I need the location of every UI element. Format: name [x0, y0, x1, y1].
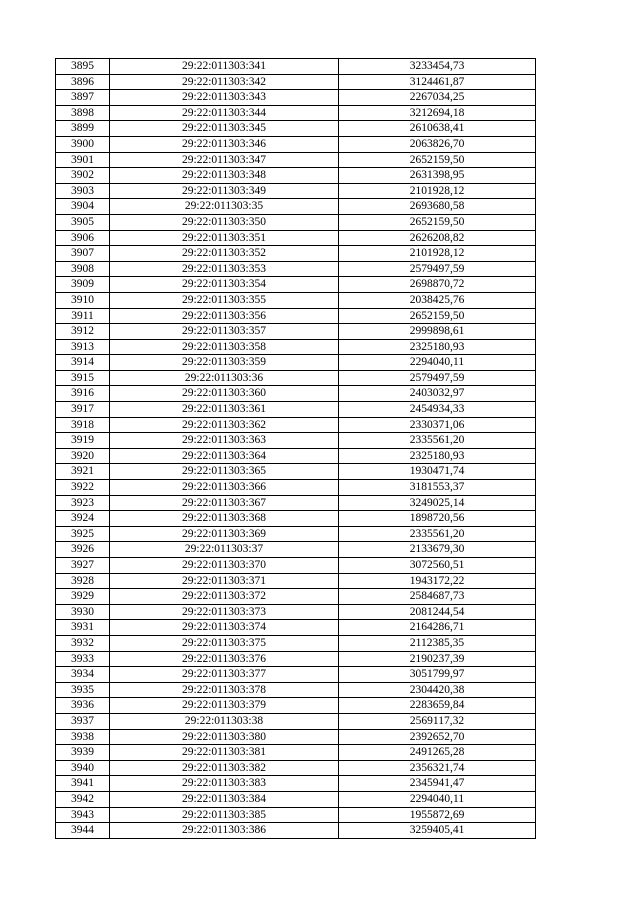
value-cell: 3124461,87 — [339, 74, 536, 90]
table-row — [56, 136, 536, 152]
table-row — [56, 651, 536, 667]
value-cell: 2610638,41 — [339, 121, 536, 137]
value-cell: 3181553,37 — [339, 480, 536, 496]
row-number-cell: 3916 — [56, 386, 110, 402]
value-cell: 2652159,50 — [339, 214, 536, 230]
value-cell: 2325180,93 — [339, 339, 536, 355]
row-number-cell: 3896 — [56, 74, 110, 90]
cadastral-number-cell: 29:22:011303:367 — [110, 495, 339, 511]
cadastral-number-cell: 29:22:011303:375 — [110, 635, 339, 651]
table-row — [56, 199, 536, 215]
table-row — [56, 526, 536, 542]
value-cell: 2345941,47 — [339, 776, 536, 792]
row-number-cell: 3904 — [56, 199, 110, 215]
table-row — [56, 214, 536, 230]
value-cell: 1955872,69 — [339, 807, 536, 823]
row-number-cell: 3923 — [56, 495, 110, 511]
value-cell: 2330371,06 — [339, 417, 536, 433]
table-row — [56, 292, 536, 308]
value-cell: 2190237,39 — [339, 651, 536, 667]
cadastral-number-cell: 29:22:011303:372 — [110, 589, 339, 605]
row-number-cell: 3926 — [56, 542, 110, 558]
value-cell: 2133679,30 — [339, 542, 536, 558]
cadastral-number-cell: 29:22:011303:362 — [110, 417, 339, 433]
cadastral-number-cell: 29:22:011303:369 — [110, 526, 339, 542]
value-cell: 2698870,72 — [339, 277, 536, 293]
table-row — [56, 682, 536, 698]
table-row — [56, 152, 536, 168]
cadastral-number-cell: 29:22:011303:344 — [110, 105, 339, 121]
table-row — [56, 183, 536, 199]
table-row — [56, 604, 536, 620]
row-number-cell: 3940 — [56, 760, 110, 776]
cadastral-number-cell: 29:22:011303:347 — [110, 152, 339, 168]
row-number-cell: 3901 — [56, 152, 110, 168]
cadastral-number-cell: 29:22:011303:355 — [110, 292, 339, 308]
row-number-cell: 3903 — [56, 183, 110, 199]
value-cell: 2652159,50 — [339, 308, 536, 324]
table-row — [56, 776, 536, 792]
cadastral-number-cell: 29:22:011303:381 — [110, 745, 339, 761]
table-row — [56, 698, 536, 714]
row-number-cell: 3917 — [56, 402, 110, 418]
table-row — [56, 386, 536, 402]
cadastral-number-cell: 29:22:011303:358 — [110, 339, 339, 355]
row-number-cell: 3920 — [56, 448, 110, 464]
table-row — [56, 745, 536, 761]
cadastral-number-cell: 29:22:011303:374 — [110, 620, 339, 636]
cadastral-number-cell: 29:22:011303:366 — [110, 480, 339, 496]
cadastral-number-cell: 29:22:011303:356 — [110, 308, 339, 324]
table-row — [56, 667, 536, 683]
table-row — [56, 511, 536, 527]
table-row — [56, 417, 536, 433]
cadastral-number-cell: 29:22:011303:345 — [110, 121, 339, 137]
table-row — [56, 121, 536, 137]
value-cell: 2304420,38 — [339, 682, 536, 698]
row-number-cell: 3930 — [56, 604, 110, 620]
table-row — [56, 370, 536, 386]
cadastral-number-cell: 29:22:011303:353 — [110, 261, 339, 277]
table-row — [56, 105, 536, 121]
row-number-cell: 3929 — [56, 589, 110, 605]
cadastral-number-cell: 29:22:011303:380 — [110, 729, 339, 745]
row-number-cell: 3912 — [56, 324, 110, 340]
row-number-cell: 3943 — [56, 807, 110, 823]
table-row — [56, 246, 536, 262]
row-number-cell: 3899 — [56, 121, 110, 137]
row-number-cell: 3935 — [56, 682, 110, 698]
value-cell: 2579497,59 — [339, 261, 536, 277]
row-number-cell: 3915 — [56, 370, 110, 386]
value-cell: 1943172,22 — [339, 573, 536, 589]
table-row — [56, 448, 536, 464]
cadastral-number-cell: 29:22:011303:363 — [110, 433, 339, 449]
table-row — [56, 480, 536, 496]
table-row — [56, 324, 536, 340]
value-cell: 1898720,56 — [339, 511, 536, 527]
value-cell: 2267034,25 — [339, 90, 536, 106]
cadastral-number-cell: 29:22:011303:385 — [110, 807, 339, 823]
value-cell: 2335561,20 — [339, 433, 536, 449]
table-row — [56, 760, 536, 776]
table-row — [56, 573, 536, 589]
table-row — [56, 277, 536, 293]
cadastral-number-cell: 29:22:011303:379 — [110, 698, 339, 714]
value-cell: 2491265,28 — [339, 745, 536, 761]
table-row — [56, 495, 536, 511]
row-number-cell: 3924 — [56, 511, 110, 527]
row-number-cell: 3906 — [56, 230, 110, 246]
row-number-cell: 3911 — [56, 308, 110, 324]
value-cell: 3212694,18 — [339, 105, 536, 121]
table-row — [56, 542, 536, 558]
table-row — [56, 729, 536, 745]
table-row — [56, 90, 536, 106]
row-number-cell: 3907 — [56, 246, 110, 262]
row-number-cell: 3913 — [56, 339, 110, 355]
cadastral-number-cell: 29:22:011303:368 — [110, 511, 339, 527]
cadastral-number-cell: 29:22:011303:37 — [110, 542, 339, 558]
row-number-cell: 3944 — [56, 823, 110, 839]
cadastral-number-cell: 29:22:011303:341 — [110, 59, 339, 75]
row-number-cell: 3927 — [56, 558, 110, 574]
row-number-cell: 3922 — [56, 480, 110, 496]
table-row — [56, 807, 536, 823]
row-number-cell: 3932 — [56, 635, 110, 651]
table-row — [56, 59, 536, 75]
value-cell: 2631398,95 — [339, 168, 536, 184]
value-cell: 2652159,50 — [339, 152, 536, 168]
value-cell: 3072560,51 — [339, 558, 536, 574]
value-cell: 2403032,97 — [339, 386, 536, 402]
value-cell: 3051799,97 — [339, 667, 536, 683]
row-number-cell: 3941 — [56, 776, 110, 792]
value-cell: 2101928,12 — [339, 183, 536, 199]
cadastral-number-cell: 29:22:011303:382 — [110, 760, 339, 776]
table-row — [56, 74, 536, 90]
table-row — [56, 433, 536, 449]
row-number-cell: 3934 — [56, 667, 110, 683]
row-number-cell: 3905 — [56, 214, 110, 230]
cadastral-number-cell: 29:22:011303:350 — [110, 214, 339, 230]
cadastral-number-cell: 29:22:011303:376 — [110, 651, 339, 667]
table-row — [56, 823, 536, 839]
row-number-cell: 3933 — [56, 651, 110, 667]
cadastral-number-cell: 29:22:011303:349 — [110, 183, 339, 199]
cadastral-number-cell: 29:22:011303:384 — [110, 791, 339, 807]
row-number-cell: 3919 — [56, 433, 110, 449]
cadastral-number-cell: 29:22:011303:36 — [110, 370, 339, 386]
table-row — [56, 620, 536, 636]
cadastral-number-cell: 29:22:011303:361 — [110, 402, 339, 418]
cadastral-number-cell: 29:22:011303:373 — [110, 604, 339, 620]
row-number-cell: 3942 — [56, 791, 110, 807]
cadastral-number-cell: 29:22:011303:348 — [110, 168, 339, 184]
table-row — [56, 713, 536, 729]
value-cell: 2164286,71 — [339, 620, 536, 636]
row-number-cell: 3914 — [56, 355, 110, 371]
row-number-cell: 3937 — [56, 713, 110, 729]
table-row — [56, 464, 536, 480]
value-cell: 2335561,20 — [339, 526, 536, 542]
value-cell: 2693680,58 — [339, 199, 536, 215]
cadastral-number-cell: 29:22:011303:364 — [110, 448, 339, 464]
cadastral-number-cell: 29:22:011303:357 — [110, 324, 339, 340]
value-cell: 2101928,12 — [339, 246, 536, 262]
table-row — [56, 589, 536, 605]
value-cell: 2392652,70 — [339, 729, 536, 745]
value-cell: 2579497,59 — [339, 370, 536, 386]
value-cell: 2999898,61 — [339, 324, 536, 340]
value-cell: 2063826,70 — [339, 136, 536, 152]
cadastral-number-cell: 29:22:011303:354 — [110, 277, 339, 293]
table-row — [56, 230, 536, 246]
table-row — [56, 339, 536, 355]
value-cell: 2294040,11 — [339, 355, 536, 371]
cadastral-number-cell: 29:22:011303:351 — [110, 230, 339, 246]
row-number-cell: 3918 — [56, 417, 110, 433]
cadastral-number-cell: 29:22:011303:343 — [110, 90, 339, 106]
cadastral-number-cell: 29:22:011303:371 — [110, 573, 339, 589]
row-number-cell: 3936 — [56, 698, 110, 714]
cadastral-number-cell: 29:22:011303:370 — [110, 558, 339, 574]
value-cell: 3249025,14 — [339, 495, 536, 511]
table-row — [56, 168, 536, 184]
value-cell: 2325180,93 — [339, 448, 536, 464]
table-row — [56, 635, 536, 651]
cadastral-number-cell: 29:22:011303:38 — [110, 713, 339, 729]
value-cell: 2081244,54 — [339, 604, 536, 620]
row-number-cell: 3897 — [56, 90, 110, 106]
table-row — [56, 355, 536, 371]
table-row — [56, 261, 536, 277]
value-cell: 2112385,35 — [339, 635, 536, 651]
table-body — [56, 59, 536, 839]
cadastral-number-cell: 29:22:011303:360 — [110, 386, 339, 402]
value-cell: 2294040,11 — [339, 791, 536, 807]
table-row — [56, 308, 536, 324]
cadastral-number-cell: 29:22:011303:35 — [110, 199, 339, 215]
row-number-cell: 3898 — [56, 105, 110, 121]
row-number-cell: 3938 — [56, 729, 110, 745]
value-cell: 2283659,84 — [339, 698, 536, 714]
row-number-cell: 3900 — [56, 136, 110, 152]
value-cell: 3233454,73 — [339, 59, 536, 75]
row-number-cell: 3909 — [56, 277, 110, 293]
value-cell: 2356321,74 — [339, 760, 536, 776]
value-cell: 2038425,76 — [339, 292, 536, 308]
value-cell: 2584687,73 — [339, 589, 536, 605]
value-cell: 2454934,33 — [339, 402, 536, 418]
row-number-cell: 3921 — [56, 464, 110, 480]
cadastral-number-cell: 29:22:011303:377 — [110, 667, 339, 683]
row-number-cell: 3928 — [56, 573, 110, 589]
row-number-cell: 3902 — [56, 168, 110, 184]
cadastral-value-table — [55, 58, 536, 839]
cadastral-number-cell: 29:22:011303:342 — [110, 74, 339, 90]
cadastral-number-cell: 29:22:011303:352 — [110, 246, 339, 262]
row-number-cell: 3931 — [56, 620, 110, 636]
row-number-cell: 3910 — [56, 292, 110, 308]
cadastral-number-cell: 29:22:011303:365 — [110, 464, 339, 480]
value-cell: 1930471,74 — [339, 464, 536, 480]
value-cell: 3259405,41 — [339, 823, 536, 839]
cadastral-number-cell: 29:22:011303:346 — [110, 136, 339, 152]
table-row — [56, 402, 536, 418]
cadastral-number-cell: 29:22:011303:359 — [110, 355, 339, 371]
row-number-cell: 3895 — [56, 59, 110, 75]
cadastral-number-cell: 29:22:011303:378 — [110, 682, 339, 698]
value-cell: 2626208,82 — [339, 230, 536, 246]
row-number-cell: 3908 — [56, 261, 110, 277]
table-row — [56, 791, 536, 807]
cadastral-number-cell: 29:22:011303:386 — [110, 823, 339, 839]
row-number-cell: 3939 — [56, 745, 110, 761]
value-cell: 2569117,32 — [339, 713, 536, 729]
row-number-cell: 3925 — [56, 526, 110, 542]
cadastral-number-cell: 29:22:011303:383 — [110, 776, 339, 792]
table-row — [56, 558, 536, 574]
